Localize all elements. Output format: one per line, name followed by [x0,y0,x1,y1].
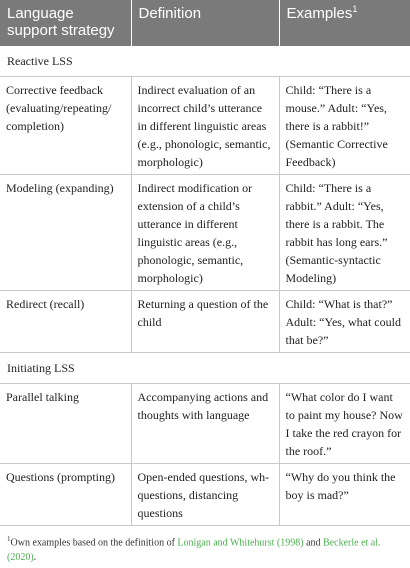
table-footnote [7,532,407,565]
example-cell: “What color do I want to paint my house? Now I take the red crayon for the roof.” [279,384,410,464]
footnote-text-after: . [33,552,37,564]
definition-cell: Returning a question of the child [131,291,279,353]
header-footnote-mark: 1 [352,4,358,14]
strategy-cell: Modeling (expanding) [0,175,131,291]
example-cell: Child: “There is a mouse.” Adult: “Yes, there is a rabbit!” (Semantic Corrective Feedback) [279,77,410,175]
definition-cell: Indirect modification or extension of a child’s utterance in different linguistic areas (e.g., phonologic, semantic, morphologic) [131,175,279,291]
table-row [0,77,410,175]
strategy-cell: Corrective feedback (evaluating/repeating/ completion) [0,77,131,175]
table-row [0,175,410,291]
example-cell: Child: “What is that?” Adult: “Yes, what could that be?” [279,291,410,353]
section-title: Reactive LSS [0,46,410,77]
footnote-mark: 1 [7,535,11,543]
strategy-cell: Redirect (recall) [0,291,131,353]
table-row [0,464,410,526]
strategy-cell: Parallel talking [0,384,131,464]
example-cell: “Why do you think the boy is mad?” [279,464,410,526]
section-row-reactive [0,46,410,77]
section-title: Initiating LSS [0,353,410,384]
section-row-initiating [0,353,410,384]
example-cell: Child: “There is a rabbit.” Adult: “Yes, there is a rabbit. The rabbit has long ears.” (Semantic-syntactic Modeling) [279,175,410,291]
definition-cell: Open-ended questions, wh-questions, distancing questions [131,464,279,526]
header-strategy: Language support strategy [0,0,131,46]
footnote-text-between: and [303,537,324,549]
definition-cell: Indirect evaluation of an incorrect child’s utterance in different linguistic areas (e.g., phonologic, semantic, morphologic) [131,77,279,175]
table-row [0,291,410,353]
footnote-text-before: Own examples based on the definition of [10,537,178,549]
footnote-ref-beckerle[interactable]: Beckerle et al. (2020) [7,537,381,564]
header-examples [279,0,410,46]
header-row [0,0,410,46]
footnote-ref-lonigan[interactable]: Lonigan and Whitehurst (1998) [177,537,304,549]
header-definition: Definition [131,0,279,46]
header-examples-label: Examples [286,5,353,22]
strategy-cell: Questions (prompting) [0,464,131,526]
definition-cell: Accompanying actions and thoughts with language [131,384,279,464]
table-row [0,384,410,464]
